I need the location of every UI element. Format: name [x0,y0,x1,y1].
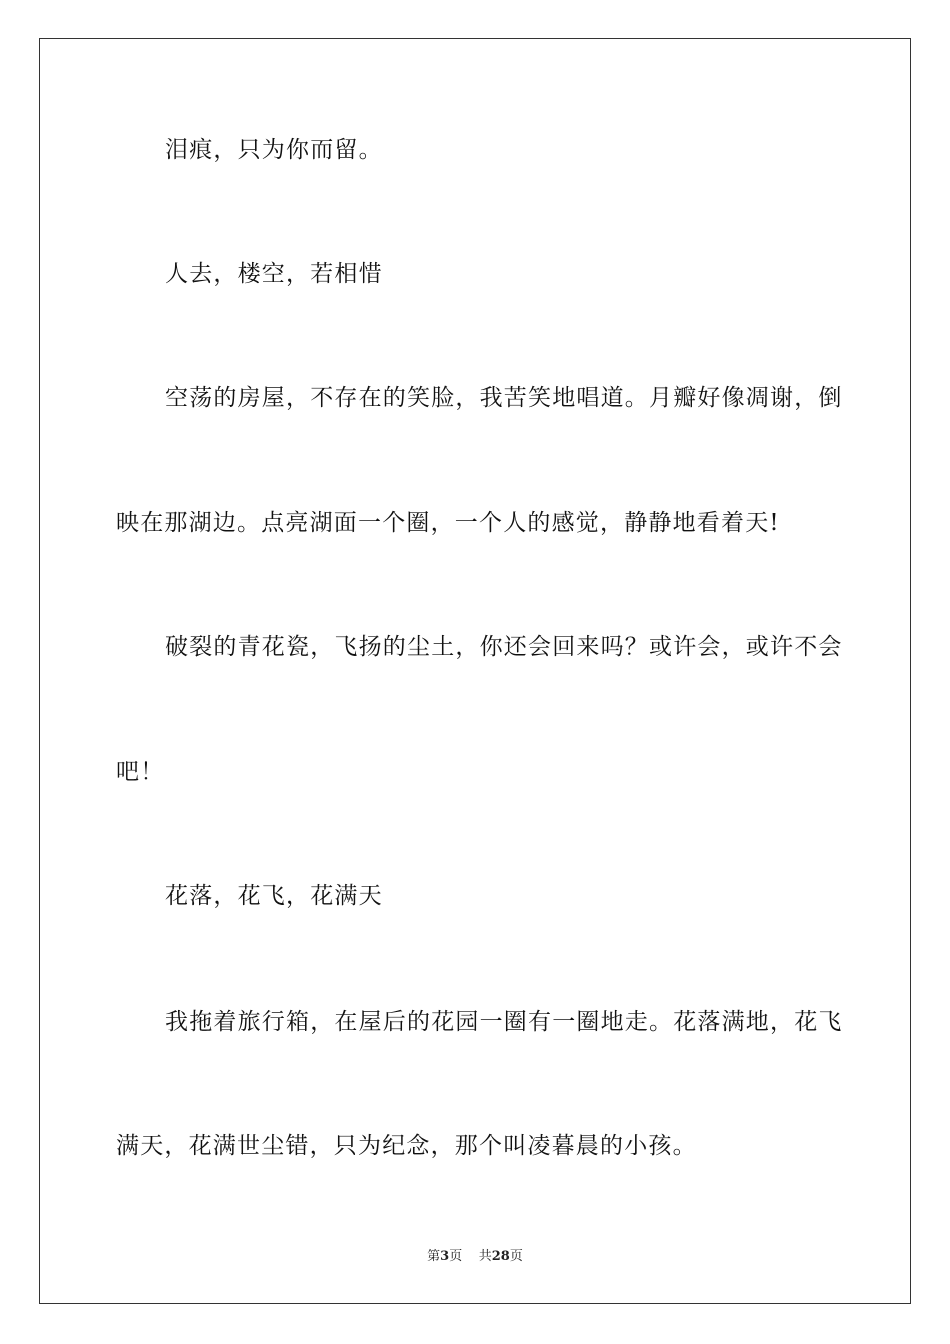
page-footer [0,1248,950,1266]
footer-total-suffix: 页 [509,1249,523,1264]
current-page-number: 3 [440,1249,450,1264]
paragraph-line-7: 花落，花飞，花满天 [165,883,383,909]
footer-prefix: 第 [427,1249,441,1264]
footer-total-prefix: 共 [478,1249,492,1264]
paragraph-line-1: 泪痕，只为你而留。 [165,137,383,163]
paragraph-line-2: 人去，楼空，若相惜 [165,261,383,287]
paragraph-line-4: 映在那湖边。点亮湖面一个圈，一个人的感觉，静静地看着天! [116,510,780,536]
paragraph-line-9: 满天，花满世尘错，只为纪念，那个叫凌暮晨的小孩。 [116,1133,697,1159]
page-border [39,38,911,1304]
total-pages-number: 28 [491,1249,510,1264]
paragraph-line-8: 我拖着旅行箱，在屋后的花园一圈有一圈地走。花落满地，花飞 [165,1009,843,1035]
footer-page-suffix: 页 [449,1249,463,1264]
paragraph-line-6: 吧！ [116,759,165,785]
paragraph-line-5: 破裂的青花瓷，飞扬的尘土，你还会回来吗？或许会，或许不会 [165,634,843,660]
paragraph-line-3: 空荡的房屋，不存在的笑脸，我苦笑地唱道。月瓣好像凋谢，倒 [165,385,843,411]
